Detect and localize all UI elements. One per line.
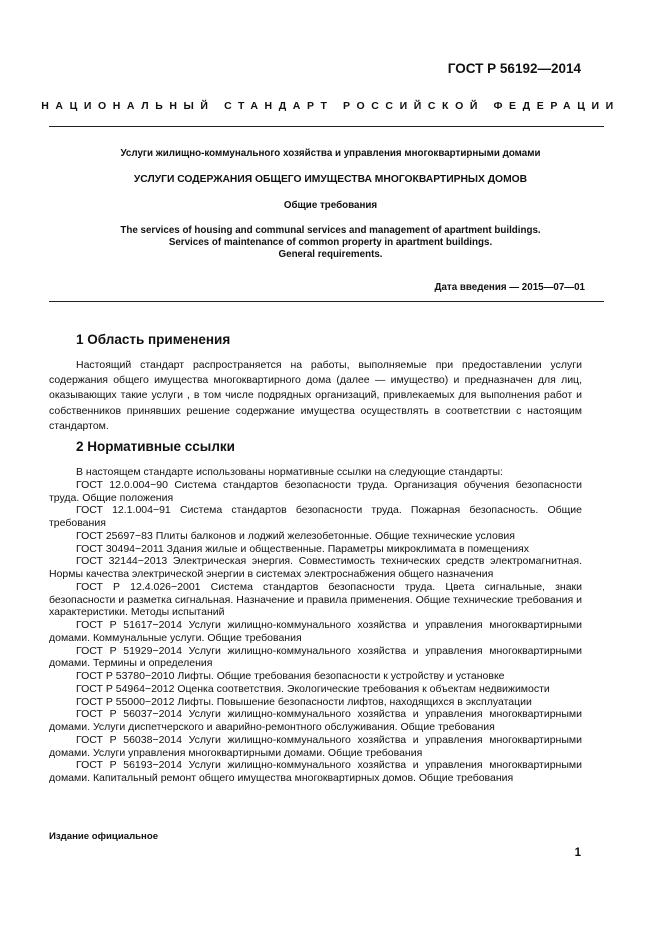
- title-ru-subtitle: Услуги жилищно-коммунального хозяйства и управления многоквартирными домами: [120, 148, 541, 159]
- reference-item: ГОСТ Р 12.4.026−2001 Система стандартов безопасности труда. Цвета сигнальные, знаки безопасности и разметка сигнальная. Назначение и правила применения. Общие технические требования и характеристики. Методы испытаний: [49, 580, 582, 619]
- page-number: 1: [574, 847, 581, 859]
- reference-item: ГОСТ Р 56038−2014 Услуги жилищно-коммунального хозяйства и управления многоквартирными домами. Услуги управления многоквартирными домами. Общие требования: [49, 733, 582, 759]
- reference-item: ГОСТ Р 51617−2014 Услуги жилищно-коммунального хозяйства и управления многоквартирными домами. Коммунальные услуги. Общие требования: [49, 619, 582, 644]
- title-en-line2: Services of maintenance of common property in apartment buildings.: [168, 237, 493, 248]
- document-number: ГОСТ Р 56192—2014: [447, 61, 581, 76]
- reference-item: ГОСТ 12.0.004−90 Система стандартов безопасности труда. Организация обучения безопасности труда. Общие положения: [49, 478, 582, 504]
- section1-body: [49, 358, 582, 434]
- national-standard-banner: НАЦИОНАЛЬНЫЙ СТАНДАРТ РОССИЙСКОЙ ФЕДЕРАЦИИ: [41, 100, 620, 112]
- title-ru-general: Общие требования: [283, 200, 378, 211]
- title-en-line1: The services of housing and communal services and management of apartment buildings.: [120, 225, 541, 236]
- section2-heading: 2 Нормативные ссылки: [76, 439, 235, 454]
- reference-item: ГОСТ Р 53780−2010 Лифты. Общие требования безопасности к устройству и установке: [76, 670, 505, 682]
- reference-item: ГОСТ 12.1.004−91 Система стандартов безопасности труда. Пожарная безопасность. Общие требования: [49, 504, 582, 529]
- reference-item: ГОСТ 32144−2013 Электрическая энергия. Совместимость технических средств электромагнитная. Нормы качества электрической энергии в системах электроснабжения общего назначения: [49, 555, 582, 580]
- effective-date: Дата введения — 2015—07—01: [434, 282, 585, 293]
- reference-item: ГОСТ 25697−83 Плиты балконов и лоджий железобетонные. Общие технические условия: [76, 529, 515, 542]
- reference-item: ГОСТ Р 55000−2012 Лифты. Повышение безопасности лифтов, находящихся в эксплуатации: [76, 695, 532, 708]
- reference-item: ГОСТ Р 51929−2014 Услуги жилищно-коммунального хозяйства и управления многоквартирными домами. Термины и определения: [49, 644, 582, 670]
- references-intro: В настоящем стандарте использованы нормативные ссылки на следующие стандарты:: [76, 466, 503, 478]
- date-divider: [49, 301, 604, 302]
- reference-item: ГОСТ Р 54964−2012 Оценка соответствия. Экологические требования к объектам недвижимости: [76, 682, 550, 695]
- reference-item: ГОСТ Р 56037−2014 Услуги жилищно-коммунального хозяйства и управления многоквартирными домами. Услуги диспетчерского и аварийно-ремонтного обслуживания. Общие требования: [49, 708, 582, 733]
- references-list: [49, 466, 582, 785]
- reference-item: ГОСТ 30494−2011 Здания жилые и общественные. Параметры микроклимата в помещениях: [76, 542, 529, 555]
- top-divider: [49, 126, 604, 127]
- title-en-line3: General requirements.: [278, 249, 383, 260]
- title-ru-main: УСЛУГИ СОДЕРЖАНИЯ ОБЩЕГО ИМУЩЕСТВА МНОГОКВАРТИРНЫХ ДОМОВ: [133, 174, 528, 185]
- section1-paragraph: Настоящий стандарт распространяется на работы, выполняемые при предоставлении услуги содержания общего имущества многоквартирного дома (далее — имущество) и предназначен для лиц, оказывающих такие услуги , в том числе подрядных организаций, привлекаемых для выполнения работ и собственников принявших решение содержание имущества осуществлять в соответствии с настоящим стандартом.: [49, 359, 582, 432]
- official-edition-label: Издание официальное: [49, 831, 159, 842]
- reference-item: ГОСТ Р 56193−2014 Услуги жилищно-коммунального хозяйства и управления многоквартирными домами. Капитальный ремонт общего имущества многоквартирных домов. Общие требования: [49, 759, 582, 784]
- section1-heading: 1 Область применения: [76, 332, 231, 347]
